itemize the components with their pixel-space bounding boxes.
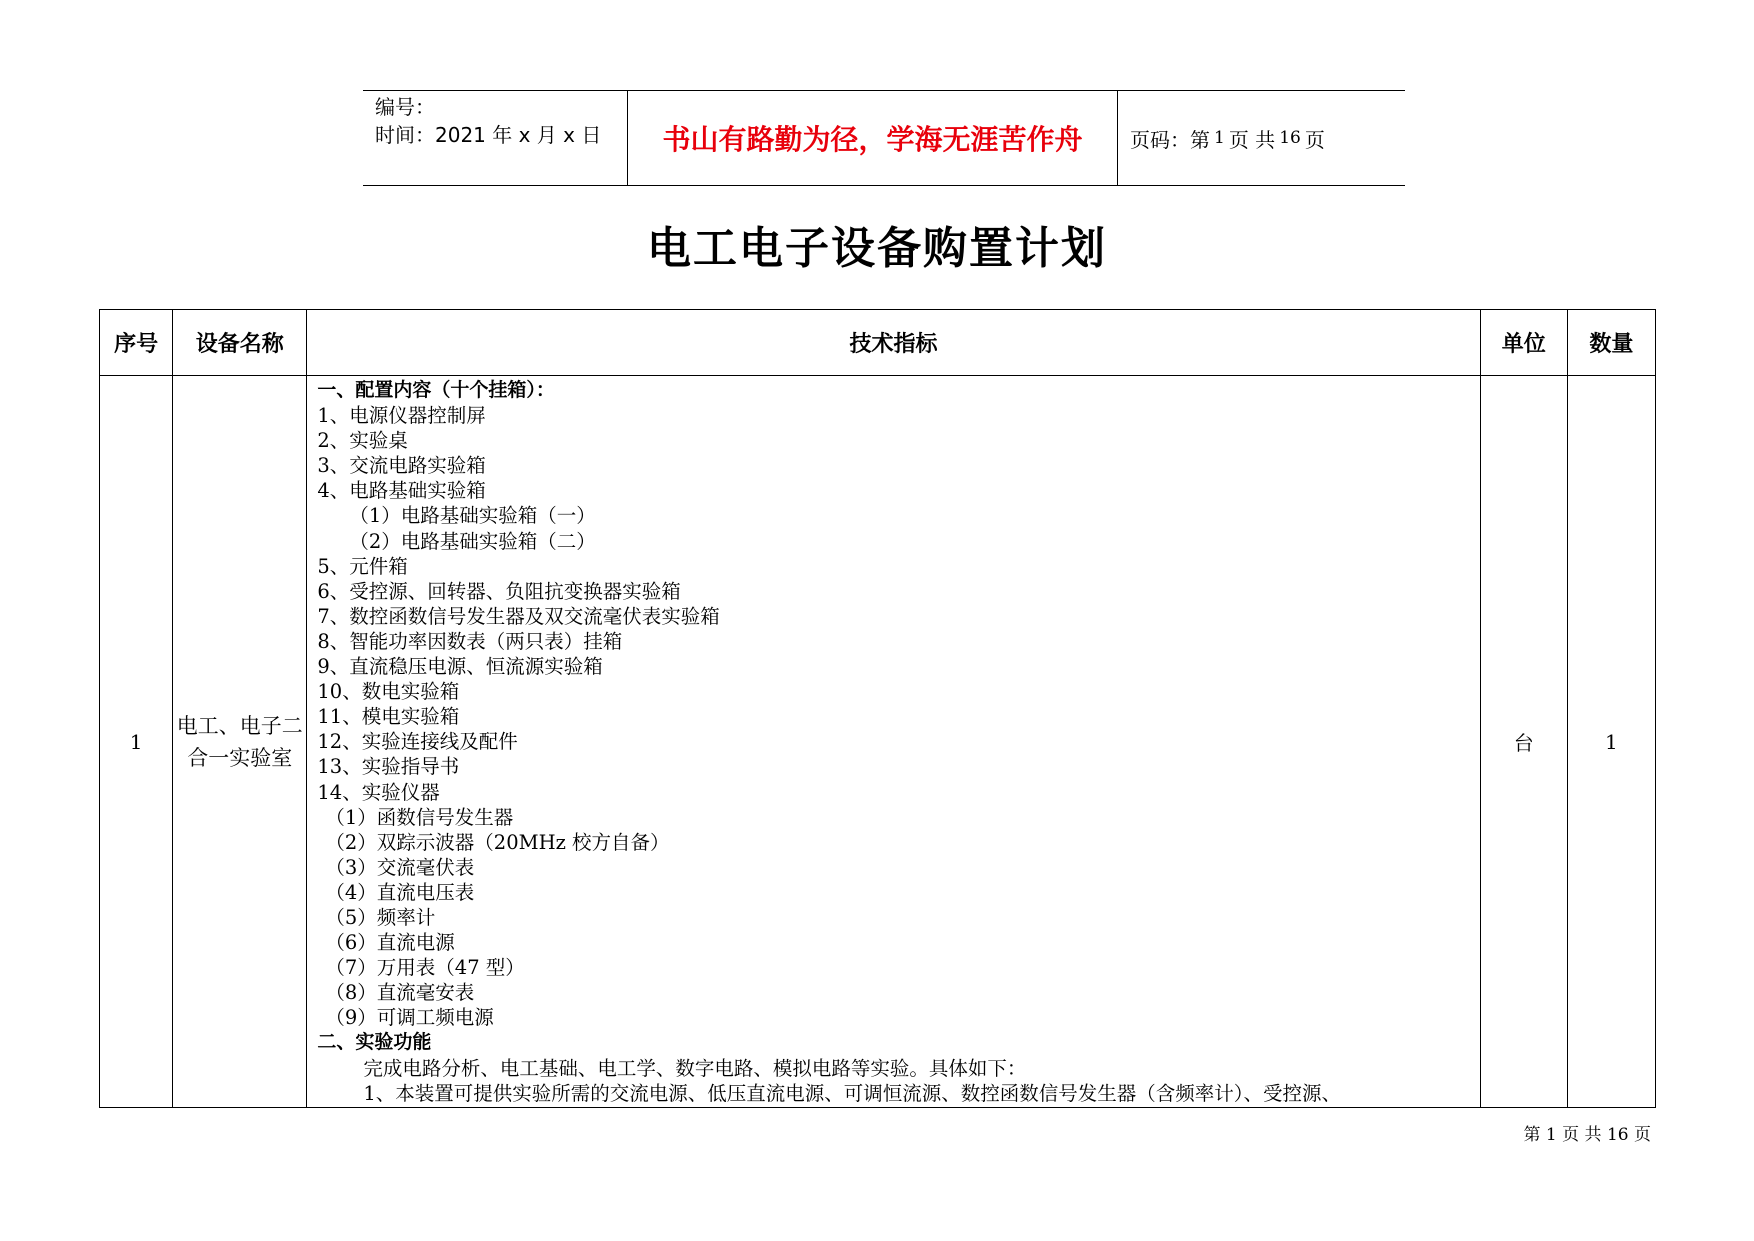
spec-line: （1）电路基础实验箱（一） <box>349 504 596 528</box>
equipment-table <box>99 309 1656 1108</box>
spec-line: 4、电路基础实验箱 <box>317 479 486 503</box>
spec-line: （9）可调工频电源 <box>325 1006 494 1030</box>
spec-line: （5）频率计 <box>325 905 436 929</box>
spec-line: 二、实验功能 <box>317 1031 432 1054</box>
spec-line: 13、实验指导书 <box>317 755 460 779</box>
header-page-info <box>1118 91 1405 185</box>
number-label: 编号： <box>375 95 435 119</box>
page-current: 1 <box>1214 128 1225 148</box>
spec-line: 一、配置内容（十个挂箱）： <box>317 379 555 401</box>
col-header-index: 序号 <box>100 310 173 376</box>
cell-spec <box>307 376 1480 1108</box>
cell-index: 1 <box>100 376 173 1108</box>
spec-line: （2）双踪示波器（20MHz 校方自备） <box>325 830 670 854</box>
page-total: 16 <box>1279 128 1301 148</box>
time-label: 时间：2021 年 x 月 x 日 <box>375 123 602 147</box>
spec-line: 8、智能功率因数表（两只表）挂箱 <box>317 629 623 653</box>
spec-line: 1、电源仪器控制屏 <box>317 404 486 428</box>
table-row <box>100 376 1656 1108</box>
header-motto: 书山有路勤为径，学海无涯苦作舟 <box>628 91 1118 185</box>
spec-line: 2、实验桌 <box>317 429 408 453</box>
document-header <box>363 90 1405 186</box>
spec-line: （2）电路基础实验箱（二） <box>349 529 596 553</box>
spec-line: 9、直流稳压电源、恒流源实验箱 <box>317 655 603 679</box>
page-mid: 页 共 <box>1228 127 1276 152</box>
spec-line: 14、实验仪器 <box>317 780 440 804</box>
spec-line: 6、受控源、回转器、负阻抗变换器实验箱 <box>317 579 681 603</box>
spec-line: 7、数控函数信号发生器及双交流毫伏表实验箱 <box>317 604 720 628</box>
table-header-row <box>100 310 1656 376</box>
spec-line: （8）直流毫安表 <box>325 981 475 1005</box>
document-title: 电工电子设备购置计划 <box>647 223 1107 274</box>
spec-line: 完成电路分析、电工基础、电工学、数字电路、模拟电路等实验。具体如下： <box>363 1056 1027 1080</box>
spec-line: （7）万用表（47 型） <box>325 956 525 980</box>
cell-equipment-name: 电工、电子二合一实验室 <box>173 376 307 1108</box>
cell-unit: 台 <box>1480 376 1567 1108</box>
spec-line: （4）直流电压表 <box>325 880 475 904</box>
spec-line: 5、元件箱 <box>317 554 408 578</box>
spec-line: 11、模电实验箱 <box>317 705 460 729</box>
header-meta <box>363 91 628 185</box>
col-header-unit: 单位 <box>1480 310 1567 376</box>
spec-line: 3、交流电路实验箱 <box>317 454 486 478</box>
spec-list <box>317 378 1469 1105</box>
page-suffix: 页 <box>1304 127 1325 152</box>
col-header-name: 设备名称 <box>173 310 307 376</box>
page-footer: 第 1 页 共 16 页 <box>1523 1125 1651 1145</box>
spec-line: （6）直流电源 <box>325 931 455 955</box>
spec-line: 10、数电实验箱 <box>317 680 460 704</box>
page-prefix: 页码：第 <box>1130 127 1210 152</box>
cell-qty: 1 <box>1567 376 1655 1108</box>
spec-line: （3）交流毫伏表 <box>325 855 475 879</box>
col-header-spec: 技术指标 <box>307 310 1480 376</box>
spec-line: 1、本装置可提供实验所需的交流电源、低压直流电源、可调恒流源、数控函数信号发生器（含频率计）、受控源、 <box>363 1081 1342 1105</box>
spec-line: 12、实验连接线及配件 <box>317 730 518 754</box>
col-header-qty: 数量 <box>1567 310 1655 376</box>
spec-line: （1）函数信号发生器 <box>325 805 514 829</box>
